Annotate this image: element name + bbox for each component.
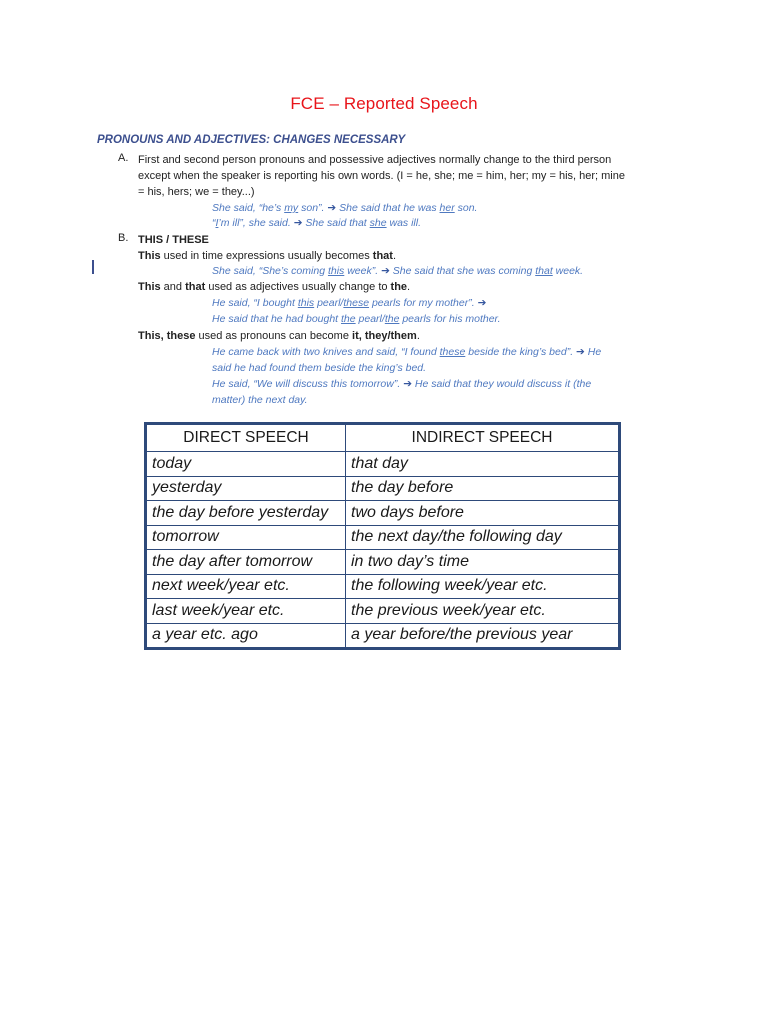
arrow-icon: ➔ — [403, 378, 412, 390]
table-row — [146, 623, 620, 649]
table-row — [146, 574, 620, 599]
direct-speech-cell: a year etc. ago — [146, 623, 346, 649]
section-a-marker: A. — [118, 152, 129, 164]
example-sentence: He said that he had bought the pearl/the pearls for his mother. — [212, 313, 501, 325]
example-sentence: He came back with two knives and said, “I found these beside the king’s bed”. ➔ He — [212, 346, 602, 358]
example-sentence: She said, “he’s my son”. ➔ She said that he was her son. — [212, 202, 478, 214]
column-header-direct: DIRECT SPEECH — [146, 424, 346, 452]
section-a-line: = his, hers; we = they...) — [138, 186, 255, 198]
margin-mark — [92, 260, 94, 274]
speech-table — [144, 422, 621, 650]
table-row — [146, 476, 620, 501]
arrow-icon: ➔ — [381, 265, 390, 277]
indirect-speech-cell: the next day/the following day — [346, 525, 620, 550]
example-sentence: He said, “I bought this pearl/these pearls for my mother”. ➔ — [212, 297, 487, 309]
table-row — [146, 452, 620, 477]
rule-text: This used in time expressions usually becomes that. — [138, 250, 397, 262]
arrow-icon: ➔ — [293, 217, 303, 229]
rule-text: This and that used as adjectives usually change to the. — [138, 281, 411, 293]
table-body — [146, 452, 620, 649]
example-sentence: “I’m ill”, she said. ➔ She said that she was ill. — [212, 217, 422, 229]
arrow-icon: ➔ — [477, 297, 487, 309]
section-a-line: First and second person pronouns and possessive adjectives normally change to the third person — [138, 154, 612, 166]
direct-speech-cell: yesterday — [146, 476, 346, 501]
arrow-icon: ➔ — [327, 202, 337, 214]
table-row — [146, 525, 620, 550]
section-a-text — [138, 152, 668, 184]
direct-speech-cell: the day after tomorrow — [146, 550, 346, 575]
table-row — [146, 501, 620, 526]
column-header-indirect: INDIRECT SPEECH — [346, 424, 620, 452]
direct-speech-cell: the day before yesterday — [146, 501, 346, 526]
direct-speech-cell: next week/year etc. — [146, 574, 346, 599]
rule-text: This, these used as pronouns can become it, they/them. — [138, 330, 420, 342]
indirect-speech-cell: two days before — [346, 501, 620, 526]
indirect-speech-cell: the following week/year etc. — [346, 574, 620, 599]
section-b-heading: THIS / THESE — [138, 234, 209, 246]
table-row — [146, 599, 620, 624]
indirect-speech-cell: that day — [346, 452, 620, 477]
table-header-row — [146, 424, 620, 452]
section-b-marker: B. — [118, 232, 129, 244]
direct-speech-cell: today — [146, 452, 346, 477]
arrow-icon: ➔ — [576, 346, 585, 358]
example-sentence: She said, “She’s coming this week”. ➔ She said that she was coming that week. — [212, 265, 584, 277]
indirect-speech-cell: a year before/the previous year — [346, 623, 620, 649]
indirect-speech-cell: the day before — [346, 476, 620, 501]
example-sentence: He said, “We will discuss this tomorrow”. ➔ He said that they would discuss it (the — [212, 378, 592, 390]
table-row — [146, 550, 620, 575]
section-heading: PRONOUNS AND ADJECTIVES: CHANGES NECESSARY — [97, 134, 406, 146]
example-sentence: matter) the next day. — [212, 394, 308, 406]
indirect-speech-cell: in two day’s time — [346, 550, 620, 575]
page-title: FCE – Reported Speech — [290, 94, 478, 113]
example-sentence: said he had found them beside the king’s bed. — [212, 362, 427, 374]
direct-speech-cell: tomorrow — [146, 525, 346, 550]
direct-speech-cell: last week/year etc. — [146, 599, 346, 624]
indirect-speech-cell: the previous week/year etc. — [346, 599, 620, 624]
section-a-line: except when the speaker is reporting his own words. (I = he, she; me = him, her; my = his, her; mine — [138, 170, 625, 182]
